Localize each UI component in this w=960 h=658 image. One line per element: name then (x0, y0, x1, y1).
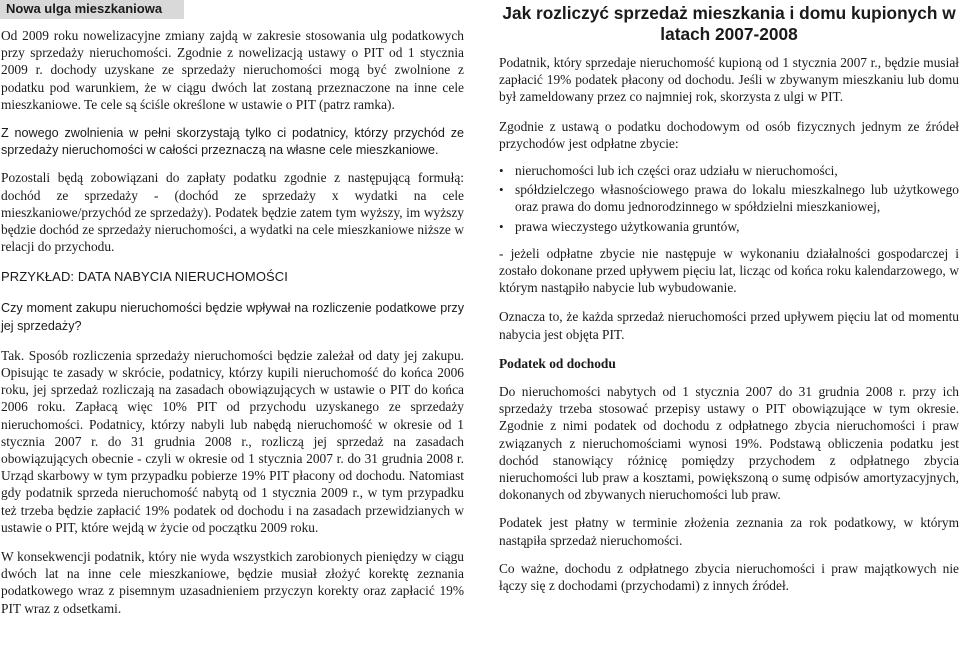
income-source-list (499, 162, 959, 235)
payment-term-paragraph: Podatek jest płatny w terminie złożenia zeznania za rok podatkowy, w którym nastąpiła sprzedaż nieruchomości. (499, 515, 959, 548)
bullet-icon: • (499, 218, 504, 234)
intro-paragraph (0, 27, 466, 113)
example-answer: Tak. Sposób rozliczenia sprzedaży nieruchomości będzie zależał od daty jej zakupu. Opisując te zasady w skrócie, podatnicy, którzy kupili nieruchomość do końca 2006 roku, jej sprzedaż rozliczają na zasadach obowiązujących w ustawie o PIT do końca 2006 roku. Zapłacą więc 10% PIT od przychodu uzyskanego ze sprzedaży nieruchomości. Podatnicy, którzy nabyli lub nabędą nieruchomość w okresie od 1 stycznia 2007 r. do 31 grudnia 2008 r., rozliczą jej sprzedaż na zasadach obowiązujących obecnie - czyli w okresie od 1 stycznia 2007 r. do 31 grudnia 2008 r. Urząd skarbowy w tym przypadku pobierze 19% PIT płacony od dochodu. Natomiast gdy podatnik sprzeda nieruchomość nabytą od 1 stycznia 2009 r., w tym przypadku też trzeba będzie zapłacić 19% podatek od dochodu i na zasadach przewidzianych w ustawie o PIT, które wejdą w życie od początku 2009 roku. (1, 347, 464, 535)
meaning-paragraph: Oznacza to, że każda sprzedaż nieruchomości przed upływem pięciu lat od momentu nabycia jest objęta PIT. (499, 309, 959, 342)
section-subheading: Podatek od dochodu (499, 355, 616, 371)
list-item-text: nieruchomości lub ich części oraz udziału w nieruchomości, (515, 163, 838, 179)
income-tax-paragraph: Do nieruchomości nabytych od 1 stycznia 2007 do 31 grudnia 2008 r. przy ich sprzedaży trzeba stosować przepisy ustawy o PIT obowiązujące w tym okresie. Zgodnie z nimi podatek od dochodu z odpłatnego zbycia nieruchomości i praw związanych z nieruchomościami wynosi 19%. Podstawą obliczenia podatku jest dochód stanowiący różnicę pomiędzy przychodem z odpłatnego zbycia nieruchomości lub praw a kosztami, powiększoną o sumę odpisów amortyzacyjnych, dokonanych od zbywanych nieruchomości lub praw. (499, 384, 959, 503)
list-item (499, 181, 959, 215)
list-item-text: prawa wieczystego użytkowania gruntów, (515, 218, 740, 234)
example-heading: PRZYKŁAD: DATA NABYCIA NIERUCHOMOŚCI (1, 269, 289, 285)
exemption-paragraph: Z nowego zwolnienia w pełni skorzystają tylko ci podatnicy, którzy przychód ze sprzedaży nieruchomości w całości przeznaczą na własne cele mieszkaniowe. (1, 126, 464, 158)
list-item (499, 218, 959, 235)
income-source-paragraph: Zgodnie z ustawą o podatku dochodowym od osób fizycznych jednym ze źródeł przychodów jest odpłatne zbycie: (499, 118, 959, 151)
bullet-icon: • (499, 163, 504, 179)
list-item-text: spółdzielczego własnościowego prawa do lokalu mieszkalnego lub użytkowego oraz prawa do domu jednorodzinnego w spółdzielni mieszkaniowej, (515, 182, 959, 215)
condition-paragraph: - jeżeli odpłatne zbycie nie następuje w wykonaniu działalności gospodarczej i zostało dokonane przed upływem pięciu lat, licząc od końca roku kalendarzowego, w którym nastąpiło nabycie lub wybudowanie. (499, 245, 959, 296)
consequence-paragraph: W konsekwencji podatnik, który nie wyda wszystkich zarobionych pieniędzy w ciągu dwóch lat na inne cele mieszkaniowe, będzie musiał złożyć korektę zeznania podatkowego wraz z pisemnym uzasadnieniem przyczyn korekty oraz zapłacić 19% PIT wraz z odsetkami. (1, 549, 464, 616)
list-item (499, 162, 959, 179)
box-title: Nowa ulga mieszkaniowa (0, 0, 184, 19)
important-note-paragraph: Co ważne, dochodu z odpłatnego zbycia nieruchomości i praw majątkowych nie łączy się z dochodami (przychodami) z innych źródeł. (499, 560, 959, 594)
article-title: Jak rozliczyć sprzedaż mieszkania i domu kupionych w latach 2007-2008 (502, 3, 956, 44)
right-intro-paragraph: Podatnik, który sprzedaje nieruchomość kupioną od 1 stycznia 2007 r., będzie musiał zapłacić 19% podatek płacony od dochodu. Jeśli w zbywanym mieszkaniu lub domu był zameldowany przez co najmniej rok, skorzysta z ulgi w PIT. (499, 55, 959, 105)
intro-text: Od 2009 roku nowelizacyjne zmiany zajdą w zakresie stosowania ulg podatkowych przy sprzedaży nieruchomości. Zgodnie z nowelizacją ustawy o PIT od 1 stycznia 2009 r. dochody uzyskane ze sprzedaży nieruchomości mogą być zwolnione z podatku pod warunkiem, że w ciągu dwóch lat zostaną przeznaczone na inne cele mieszkaniowe. Te cele są ściśle określone w ustawie o PIT (patrz ramka). (1, 28, 464, 112)
right-column (499, 0, 959, 594)
formula-paragraph: Pozostali będą zobowiązani do zapłaty podatku zgodnie z następującą formułą: dochód ze sprzedaży - (dochód ze sprzedaży x wydatki na cele mieszkaniowe/przychód ze sprzedaży). Podatek będzie zatem tym wyższy, im wyższy będzie dochód ze sprzedaży nieruchomości, a wydatki na cele mieszkaniowe niższe w relacji do przychodu. (1, 170, 464, 255)
left-column (0, 0, 466, 617)
example-question: Czy moment zakupu nieruchomości będzie wpływał na rozliczenie podatkowe przy jej sprzedaży? (1, 301, 464, 333)
bullet-icon: • (499, 182, 504, 198)
